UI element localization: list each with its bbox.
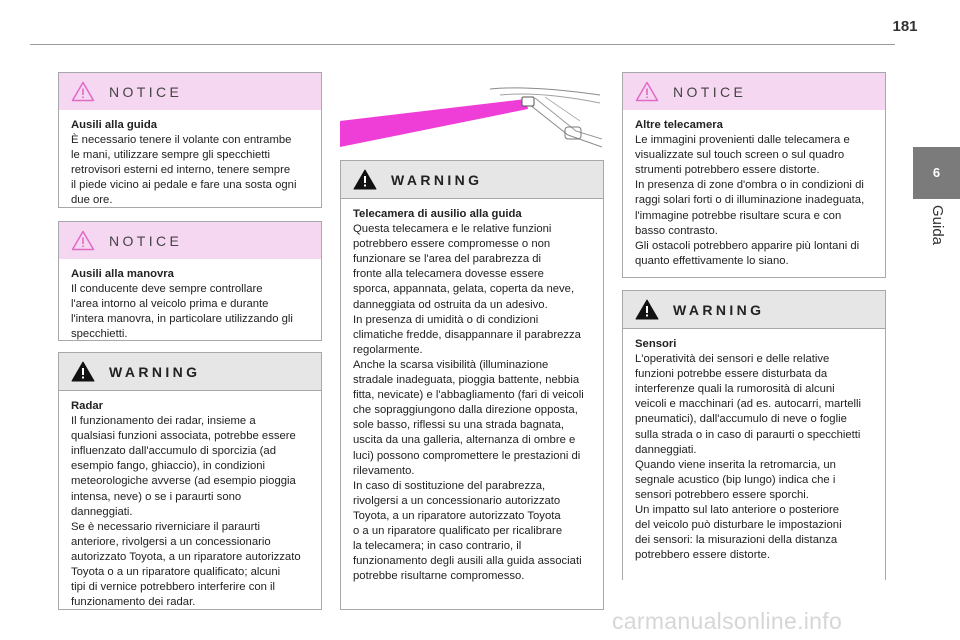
box-text: Il conducente deve sempre controllare l'area intorno al veicolo prima e durante l'intera manovra, in particolare utilizzando gli specchietti. [71, 283, 293, 341]
notice-triangle-icon [71, 81, 95, 102]
watermark: carmanualsonline.info [612, 608, 843, 634]
notice-triangle-icon [71, 230, 95, 251]
box-text: Le immagini provenienti dalle telecamera e visualizzate sul touch screen o sul quadro strumenti potrebbero essere distorte. In presenza di zone d'ombra o in condizioni di raggi solari forti o di illuminazione inadeguata, l'immagine potrebbe risultare scura e con basso contrasto. Gli ostacoli potrebbero apparire più lontani di quanto effettivamente lo siano. [635, 134, 865, 267]
box-subtitle: Altre telecamera [635, 119, 723, 131]
notice-header [59, 222, 321, 259]
page-number: 181 [892, 18, 918, 35]
box-subtitle: Radar [71, 400, 104, 412]
notice-title: NOTICE [673, 83, 747, 100]
warning-box-sensors [622, 290, 886, 580]
warning-title: WARNING [391, 171, 483, 188]
section-label: Guida [929, 205, 946, 246]
box-subtitle: Ausili alla guida [71, 119, 158, 131]
notice-box-other-cameras [622, 72, 886, 278]
warning-triangle-icon [353, 169, 377, 190]
box-subtitle: Sensori [635, 338, 677, 350]
windscreen-camera-illustration [340, 85, 602, 153]
warning-triangle-icon [635, 299, 659, 320]
notice-title: NOTICE [109, 83, 183, 100]
warning-header [623, 291, 885, 329]
notice-title: NOTICE [109, 232, 183, 249]
notice-header [59, 73, 321, 110]
notice-box-driving-aids [58, 72, 322, 208]
notice-header [623, 73, 885, 110]
top-rule [30, 44, 895, 45]
warning-title: WARNING [673, 301, 765, 318]
warning-triangle-icon [71, 361, 95, 382]
warning-box-radar [58, 352, 322, 610]
box-subtitle: Telecamera di ausilio alla guida [353, 208, 522, 220]
box-text: È necessario tenere il volante con entrambe le mani, utilizzare sempre gli specchietti retrovisori esterni ed interno, tenere sempre il piede vicino ai pedale e fare una sosta ogni due ore. [71, 134, 297, 207]
notice-triangle-icon [635, 81, 659, 102]
box-text: L'operatività dei sensori e delle relative funzioni potrebbe essere disturbata da interferenze quali la rumorosità di alcuni veicoli e macchinari (ad es. autocarri, martelli pneumatici), dall'accumulo di neve o foglie sulla strada o in caso di paraurti o specchietti danneggiati. Quando viene inserita la retromarcia, un segnale acustico (bip lungo) indica che i sensori potrebbero essere sporchi. Un impatto sul lato anteriore o posteriore del veicolo può disturbare le impostazioni dei sensori: la misurazioni della distanza potrebbero essere distorte. [635, 353, 862, 562]
box-text: Il funzionamento dei radar, insieme a qualsiasi funzioni associata, potrebbe essere influenzato dall'accumulo di sporcizia (ad esempio fango, ghiaccio), in condizioni meteorologiche avverse (ad esempio pioggia intensa, neve) o se i paraurti sono danneggiati. Se è necessario riverniciare il paraurti anteriore, rivolgersi a un concessionario autorizzato Toyota, a un riparatore autorizzato Toyota o a un riparatore qualificato; alcuni tipi di vernice potrebbero interferire con il funzionamento dei radar. [71, 415, 301, 609]
warning-title: WARNING [109, 363, 201, 380]
box-subtitle: Ausili alla manovra [71, 268, 174, 280]
notice-box-parking-aids [58, 221, 322, 341]
warning-box-camera [340, 160, 604, 610]
section-tab[interactable]: 6 [913, 147, 960, 199]
box-text: Questa telecamera e le relative funzioni potrebbero essere compromesse o non funzionare se l'area del parabrezza di fronte alla telecamera dovesse essere sporca, appannata, gelata, coperta da neve, danneggiata od ostruita da un adesivo. In presenza di umidità o di condizioni climatiche fredde, disappannare il parabrezza regolarmente. Anche la scarsa visibilità (illuminazione stradale inadeguata, pioggia battente, nebbia fitta, nevicate) e l'abbagliamento (fari di veicoli che sopraggiungono dalla direzione opposta, sole basso, riflessi su una strada bagnata, uscita da una galleria, alternanza di ombre e luci) possono compromettere le prestazioni di rilevamento. In caso di sostituzione del parabrezza, rivolgersi a un concessionario autorizzato Toyota, a un riparatore autorizzato Toyota o a un riparatore qualificato per ricalibrare la telecamera; in caso contrario, il funzionamento degli ausili alla guida associati potrebbe risultarne compromesso. [353, 223, 584, 583]
warning-header [59, 353, 321, 391]
warning-header [341, 161, 603, 199]
